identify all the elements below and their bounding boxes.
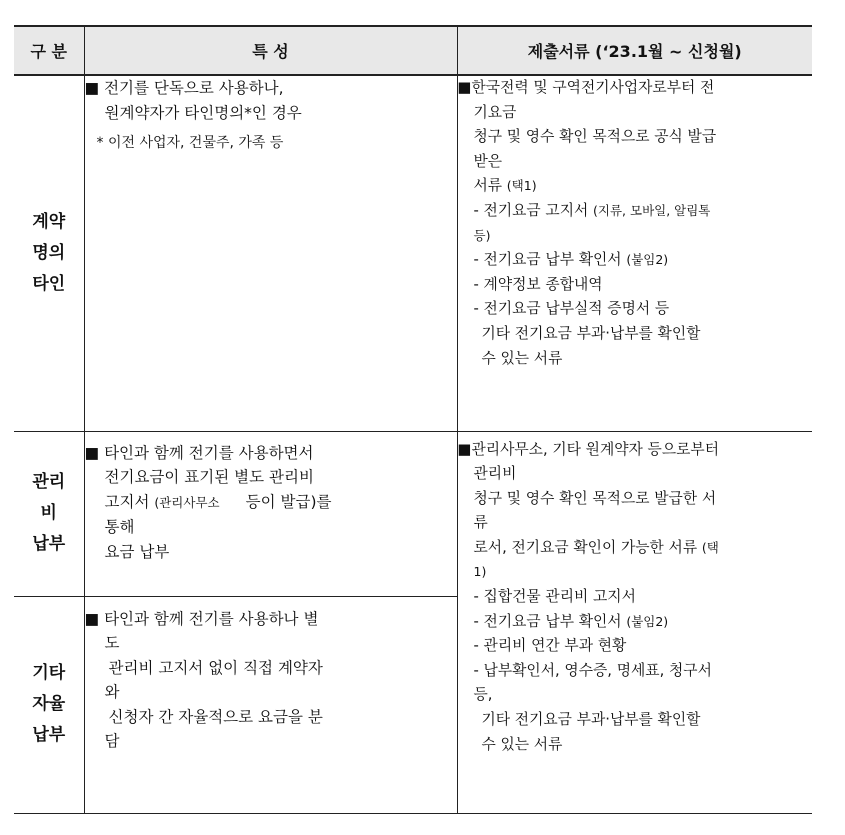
feature-cell [84, 596, 457, 813]
feature-line: 신청자 간 자율적으로 요금을 분 [108, 707, 323, 726]
doc-line: 수 있는 서류 [481, 735, 563, 753]
category-other-voluntary [14, 596, 84, 813]
documents-cell-1 [457, 75, 812, 431]
doc-line: 등, [473, 686, 493, 704]
header-feature: 특 성 [84, 26, 457, 75]
doc-line: 관리비 [473, 465, 517, 483]
doc-line [458, 174, 813, 199]
feature-line: 전기요금이 표기된 별도 관리비 [104, 468, 314, 486]
category-line: 관리 [32, 472, 66, 492]
doc-text-small: (붙임2) [626, 613, 669, 629]
feature-note: * 이전 사업자, 건물주, 가족 등 [96, 135, 284, 151]
doc-text: 로서, 전기요금 확인이 가능한 서류 [473, 538, 702, 556]
doc-line: - 계약정보 종합내역 [473, 275, 603, 293]
doc-line: 받은 [473, 152, 503, 170]
doc-line: 등) [473, 227, 491, 243]
doc-line: 청구 및 영수 확인 목적으로 발급한 서 [473, 489, 717, 507]
doc-line: 청구 및 영수 확인 목적으로 공식 발급 [473, 128, 717, 146]
feature-line: 원계약자가 타인명의*인 경우 [104, 103, 302, 122]
doc-line: 수 있는 서류 [481, 349, 563, 367]
category-line: 계약 [32, 211, 66, 232]
category-line: 타인 [32, 273, 66, 294]
feature-line: ■ 타인과 함께 전기를 사용하면서 [84, 443, 314, 462]
feature-text: 등이 발급)를 [245, 492, 332, 511]
doc-line: ■관리사무소, 기타 원계약자 등으로부터 [457, 440, 719, 458]
header-category: 구 분 [14, 26, 84, 75]
feature-line: 와 [104, 683, 120, 701]
doc-text-small: (붙임2) [626, 252, 669, 268]
feature-line: ■ 타인과 함께 전기를 사용하나 별 [84, 609, 319, 628]
table-row [14, 431, 812, 596]
doc-line: - 집합건물 관리비 고지서 [473, 588, 636, 606]
doc-line: 기타 전기요금 부과·납부를 확인할 [481, 324, 701, 342]
doc-line [458, 610, 813, 635]
doc-text-small: (지류, 모바일, 알림톡 [593, 202, 711, 218]
category-line: 납부 [32, 534, 66, 554]
doc-line: 기타 전기요금 부과·납부를 확인할 [481, 711, 701, 729]
doc-text: - 전기요금 고지서 [473, 201, 594, 219]
doc-text: 서류 [473, 177, 507, 195]
doc-line: - 전기요금 납부실적 증명서 등 [473, 300, 670, 318]
category-line: 기타 [32, 663, 66, 683]
doc-line [458, 248, 813, 273]
doc-text: - 전기요금 납부 확인서 [473, 612, 627, 630]
category-management-fee [14, 431, 84, 596]
doc-line: 류 [473, 514, 488, 532]
category-line: 명의 [32, 242, 66, 263]
category-line: 자율 [32, 694, 66, 714]
category-contract-other-name [14, 75, 84, 431]
feature-line [85, 490, 457, 516]
doc-line: 기요금 [473, 103, 517, 121]
feature-text: 고지서 [104, 492, 155, 511]
feature-line: 통해 [104, 518, 135, 536]
submission-documents-table [14, 25, 812, 814]
doc-line: - 납부확인서, 영수증, 명세표, 청구서 [473, 661, 712, 679]
feature-line: 담 [104, 732, 120, 750]
doc-text-small: (택1) [506, 178, 537, 194]
doc-line: - 관리비 연간 부과 현황 [473, 637, 627, 655]
feature-line: 요금 납부 [104, 542, 170, 561]
doc-line [458, 199, 813, 224]
feature-text-small: (관리사무소 [154, 494, 220, 510]
feature-line: 도 [104, 634, 120, 652]
table-row [14, 75, 812, 431]
documents-cell-2 [457, 431, 812, 813]
feature-cell [84, 75, 457, 431]
doc-text: - 전기요금 납부 확인서 [473, 251, 627, 269]
doc-line [458, 536, 813, 561]
category-line: 비 [40, 503, 57, 523]
feature-line: 관리비 고지서 없이 직접 계약자 [108, 658, 323, 677]
category-line: 납부 [32, 725, 66, 745]
doc-line: ■한국전력 및 구역전기사업자로부터 전 [457, 79, 715, 96]
table-header-row [14, 26, 812, 75]
feature-cell [84, 431, 457, 596]
doc-line: 1) [473, 564, 487, 580]
feature-line: ■ 전기를 단독으로 사용하나, [84, 79, 284, 97]
doc-text-small: (택 [701, 539, 719, 555]
header-documents: 제출서류 (‘23.1월 ~ 신청월) [457, 26, 812, 75]
